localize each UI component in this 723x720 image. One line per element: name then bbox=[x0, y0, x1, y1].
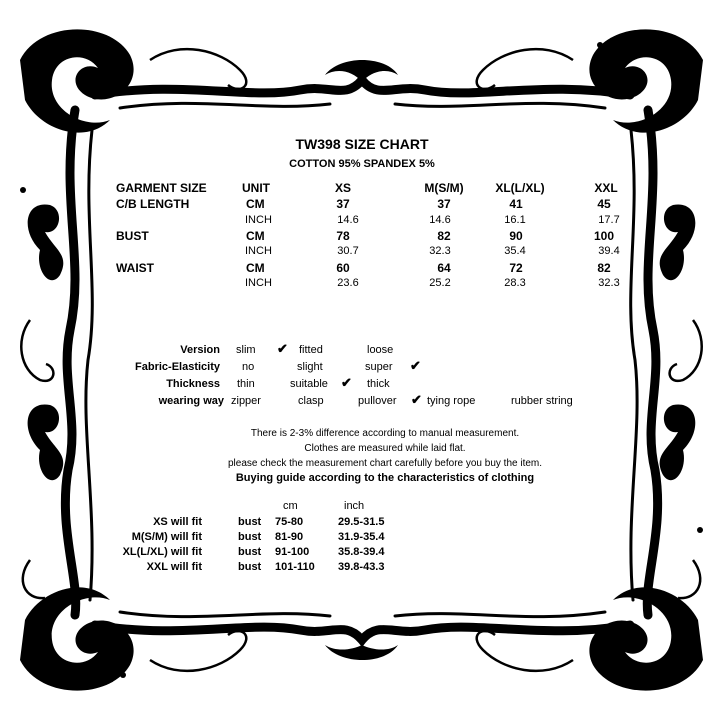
option-loose: loose bbox=[367, 344, 394, 356]
cell-value: 64 bbox=[437, 261, 451, 275]
guide-cm: 81-90 bbox=[275, 531, 304, 543]
option-no: no bbox=[242, 361, 255, 373]
row-unit: CM bbox=[246, 197, 265, 211]
row-unit: INCH bbox=[245, 277, 272, 289]
option-super: super bbox=[365, 361, 393, 373]
guide-inch: 39.8-43.3 bbox=[338, 561, 385, 573]
cell-value: 17.7 bbox=[598, 214, 620, 226]
col-header-inch: inch bbox=[344, 500, 365, 512]
note-line: please check the measurement chart carefully before you buy the item. bbox=[227, 458, 543, 469]
cell-value: 60 bbox=[336, 261, 350, 275]
guide-size: M(S/M) will fit bbox=[131, 531, 202, 543]
cell-value: 32.3 bbox=[598, 277, 620, 289]
cell-value: 72 bbox=[509, 261, 523, 275]
cell-value: 37 bbox=[437, 197, 451, 211]
guide-cm: 75-80 bbox=[275, 516, 304, 528]
option-pullover: pullover bbox=[358, 395, 397, 407]
option-rubber-string: rubber string bbox=[511, 395, 573, 407]
col-header-cm: cm bbox=[283, 500, 298, 512]
char-label-version: Version bbox=[180, 344, 220, 356]
option-thick: thick bbox=[367, 378, 390, 390]
cell-value: 28.3 bbox=[504, 277, 526, 289]
char-label-fabric-elasticity: Fabric-Elasticity bbox=[135, 361, 220, 373]
cell-value: 82 bbox=[597, 261, 611, 275]
guide-cm: 101-110 bbox=[275, 561, 315, 573]
row-label-waist: WAIST bbox=[116, 261, 154, 275]
guide-size: XL(L/XL) will fit bbox=[122, 546, 202, 558]
row-unit: INCH bbox=[245, 245, 272, 257]
guide-size: XS will fit bbox=[153, 516, 202, 528]
cell-value: 16.1 bbox=[504, 214, 526, 226]
buying-guide-title: Buying guide according to the characteristics of clothing bbox=[235, 472, 535, 484]
cell-value: 100 bbox=[593, 229, 615, 243]
cell-value: 90 bbox=[509, 229, 523, 243]
row-label-bust: BUST bbox=[116, 229, 149, 243]
row-unit: INCH bbox=[245, 214, 272, 226]
check-icon: ✔ bbox=[411, 392, 422, 407]
guide-part: bust bbox=[238, 531, 262, 543]
option-thin: thin bbox=[237, 378, 255, 390]
cell-value: 14.6 bbox=[429, 214, 451, 226]
option-clasp: clasp bbox=[298, 395, 324, 407]
cell-value: 14.6 bbox=[337, 214, 359, 226]
guide-part: bust bbox=[238, 546, 262, 558]
option-slight: slight bbox=[297, 361, 323, 373]
char-label-wearing-way: wearing way bbox=[158, 395, 224, 407]
check-icon: ✔ bbox=[277, 341, 288, 356]
guide-part: bust bbox=[238, 516, 262, 528]
cell-value: 39.4 bbox=[598, 245, 620, 257]
header-xl: XL(L/XL) bbox=[495, 181, 545, 195]
guide-inch: 35.8-39.4 bbox=[338, 546, 385, 558]
cell-value: 23.6 bbox=[337, 277, 359, 289]
header-unit: UNIT bbox=[242, 181, 270, 195]
row-unit: CM bbox=[246, 261, 265, 275]
cell-value: 37 bbox=[336, 197, 350, 211]
option-fitted: fitted bbox=[299, 344, 323, 356]
header-garment-size: GARMENT SIZE bbox=[116, 181, 207, 195]
material-composition: COTTON 95% SPANDEX 5% bbox=[289, 158, 435, 170]
cell-value: 45 bbox=[597, 197, 611, 211]
option-zipper: zipper bbox=[231, 395, 261, 407]
check-icon: ✔ bbox=[341, 375, 352, 390]
page-title: TW398 SIZE CHART bbox=[295, 136, 429, 152]
header-m: M(S/M) bbox=[424, 181, 464, 195]
option-tying-rope: tying rope bbox=[427, 395, 476, 407]
header-xxl: XXL bbox=[594, 181, 618, 195]
row-unit: CM bbox=[246, 229, 265, 243]
cell-value: 41 bbox=[509, 197, 523, 211]
option-slim: slim bbox=[236, 344, 256, 356]
guide-cm: 91-100 bbox=[275, 546, 310, 558]
row-label-cb-length: C/B LENGTH bbox=[116, 197, 190, 211]
guide-part: bust bbox=[238, 561, 262, 573]
char-label-thickness: Thickness bbox=[166, 378, 220, 390]
guide-size: XXL will fit bbox=[146, 561, 202, 573]
check-icon: ✔ bbox=[410, 358, 421, 373]
guide-inch: 31.9-35.4 bbox=[338, 531, 385, 543]
header-xs: XS bbox=[334, 181, 351, 195]
cell-value: 32.3 bbox=[429, 245, 451, 257]
cell-value: 30.7 bbox=[337, 245, 359, 257]
cell-value: 82 bbox=[437, 229, 451, 243]
cell-value: 78 bbox=[336, 229, 350, 243]
option-suitable: suitable bbox=[290, 378, 328, 390]
guide-inch: 29.5-31.5 bbox=[338, 516, 385, 528]
cell-value: 25.2 bbox=[429, 277, 451, 289]
cell-value: 35.4 bbox=[504, 245, 526, 257]
note-line: There is 2-3% difference according to manual measurement. bbox=[250, 428, 520, 439]
note-line: Clothes are measured while laid flat. bbox=[304, 443, 466, 454]
